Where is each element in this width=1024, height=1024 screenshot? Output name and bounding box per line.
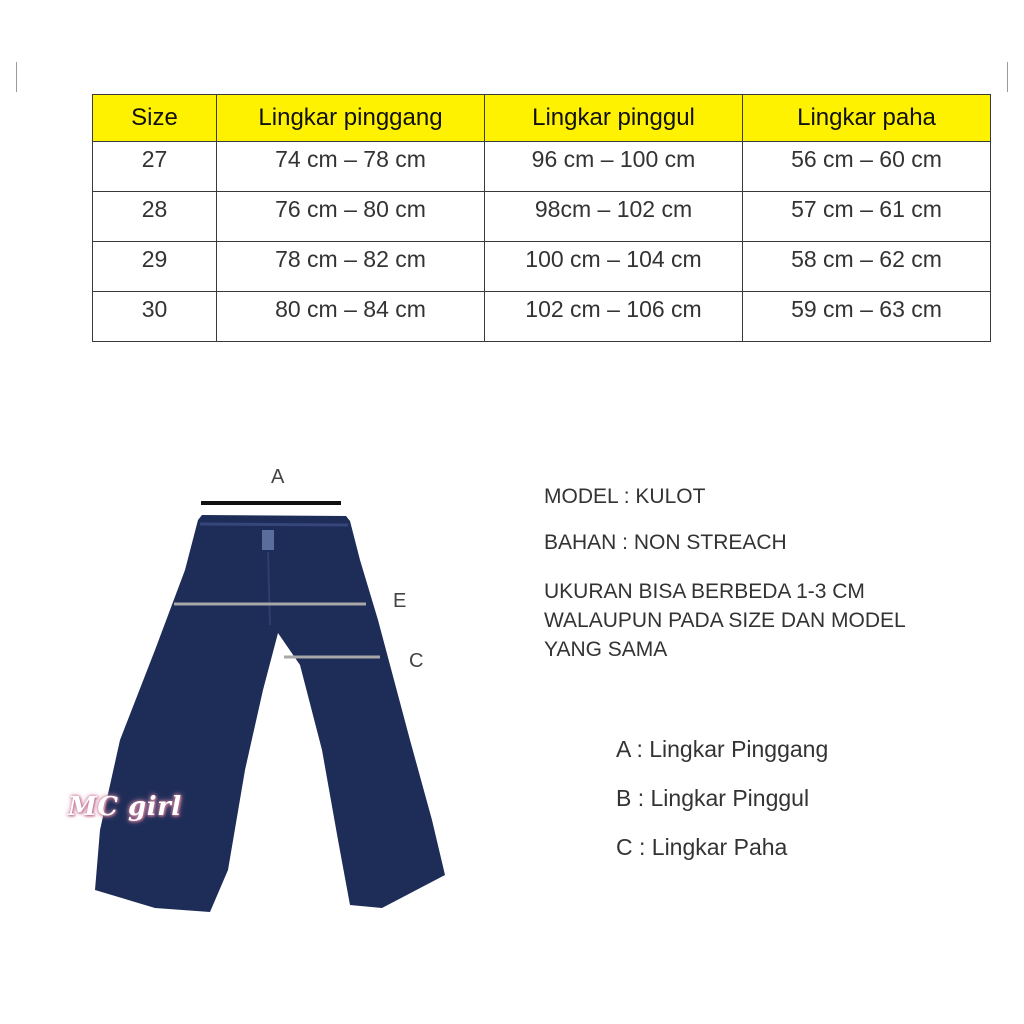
cell-pinggang: 76 cm – 80 cm	[217, 192, 485, 242]
label-c: C	[409, 650, 424, 672]
cell-size: 29	[93, 242, 217, 292]
measurement-legend	[616, 736, 828, 883]
legend-item-b: B : Lingkar Pinggul	[616, 785, 810, 811]
size-chart-table	[92, 94, 991, 342]
header-size: Size	[93, 95, 217, 142]
legend-item-c: C : Lingkar Paha	[616, 834, 788, 860]
cell-paha: 56 cm – 60 cm	[743, 142, 991, 192]
page-edge-mark-right	[1007, 62, 1008, 92]
cell-size: 30	[93, 292, 217, 342]
pants-shape	[95, 515, 445, 912]
cell-pinggul: 100 cm – 104 cm	[485, 242, 743, 292]
cell-pinggang: 78 cm – 82 cm	[217, 242, 485, 292]
cell-paha: 58 cm – 62 cm	[743, 242, 991, 292]
label-b: E	[393, 590, 407, 612]
header-lingkar-pinggul: Lingkar pinggul	[485, 95, 743, 142]
label-a: A	[271, 466, 285, 488]
table-row	[93, 242, 991, 292]
cell-pinggul: 102 cm – 106 cm	[485, 292, 743, 342]
table-row	[93, 292, 991, 342]
waistband-seam	[200, 524, 348, 525]
cell-pinggang: 74 cm – 78 cm	[217, 142, 485, 192]
cell-pinggul: 96 cm – 100 cm	[485, 142, 743, 192]
table-row	[93, 192, 991, 242]
model-text: MODEL : KULOT	[544, 485, 706, 508]
cell-pinggang: 80 cm – 84 cm	[217, 292, 485, 342]
bahan-text: BAHAN : NON STREACH	[544, 531, 787, 554]
table-row	[93, 142, 991, 192]
cell-pinggul: 98cm – 102 cm	[485, 192, 743, 242]
cell-size: 28	[93, 192, 217, 242]
header-lingkar-pinggang: Lingkar pinggang	[217, 95, 485, 142]
cell-size: 27	[93, 142, 217, 192]
pants-measurement-figure	[60, 450, 480, 920]
page-edge-mark-left	[16, 62, 17, 92]
cell-paha: 57 cm – 61 cm	[743, 192, 991, 242]
pants-illustration	[60, 450, 480, 920]
button-detail	[262, 530, 274, 550]
header-lingkar-paha: Lingkar paha	[743, 95, 991, 142]
legend-item-a: A : Lingkar Pinggang	[616, 736, 829, 762]
table-header-row	[93, 95, 991, 142]
cell-paha: 59 cm – 63 cm	[743, 292, 991, 342]
size-variance-note: UKURAN BISA BERBEDA 1-3 CM WALAUPUN PADA SIZE DAN MODEL YANG SAMA	[544, 580, 906, 661]
mc-girl-watermark: MC girl	[68, 792, 182, 822]
